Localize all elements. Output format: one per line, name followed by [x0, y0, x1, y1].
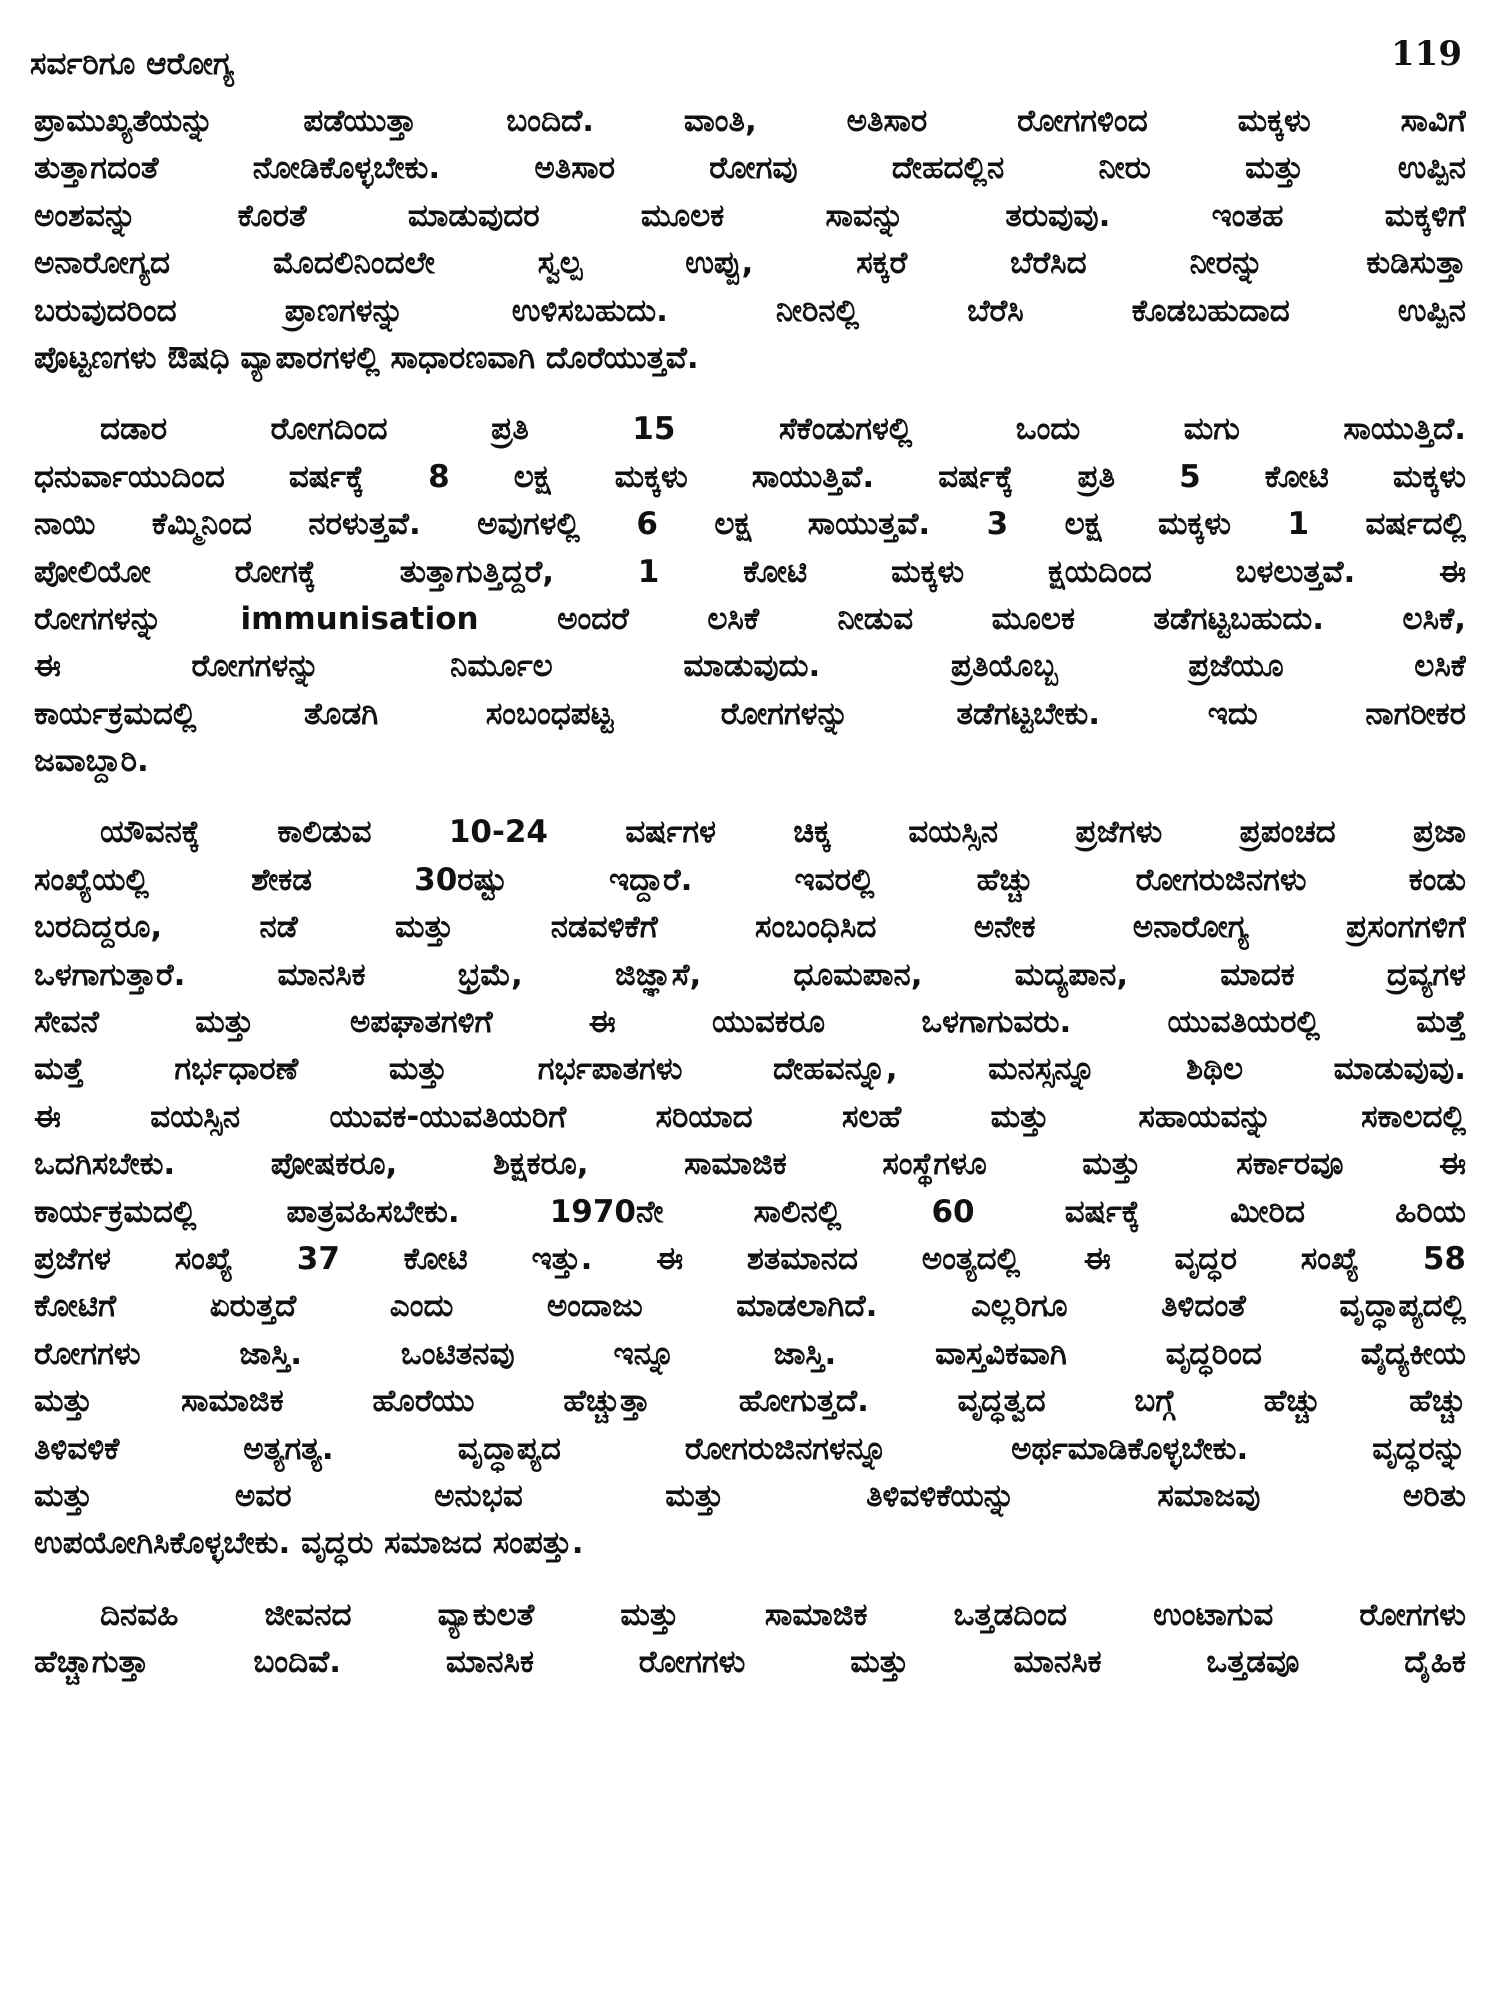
text-line: ಪ್ರಜೆಗಳ ಸಂಖ್ಯೆ 37 ಕೋಟಿ ಇತ್ತು. ಈ ಶತಮಾನದ ಅಂತ್ಯದಲ್ಲಿ ಈ ವೃದ್ಧರ ಸಂಖ್ಯೆ 58 [34, 1240, 1466, 1277]
text-line: ಪೊಟ್ಟಣಗಳು ಔಷಧಿ ವ್ಯಾಪಾರಗಳಲ್ಲಿ ಸಾಧಾರಣವಾಗಿ ದೊರೆಯುತ್ತವೆ. [34, 339, 699, 376]
page-number: 119 [1391, 34, 1462, 74]
text-line: ಹೆಚ್ಚಾಗುತ್ತಾ ಬಂದಿವೆ. ಮಾನಸಿಕ ರೋಗಗಳು ಮತ್ತು ಮಾನಸಿಕ ಒತ್ತಡವೂ ದೈಹಿಕ [34, 1644, 1466, 1681]
text-line: ತಿಳಿವಳಿಕೆ ಅತ್ಯಗತ್ಯ. ವೃದ್ಧಾಪ್ಯದ ರೋಗರುಜಿನಗಳನ್ನೂ ಅರ್ಥಮಾಡಿಕೊಳ್ಳಬೇಕು. ವೃದ್ಧರನ್ನು [34, 1430, 1466, 1467]
text-line: ಬರುವುದರಿಂದ ಪ್ರಾಣಗಳನ್ನು ಉಳಿಸಬಹುದು. ನೀರಿನಲ್ಲಿ ಬೆರೆಸಿ ಕೊಡಬಹುದಾದ ಉಪ್ಪಿನ [34, 292, 1466, 329]
text-line: ತುತ್ತಾಗದಂತೆ ನೋಡಿಕೊಳ್ಳಬೇಕು. ಅತಿಸಾರ ರೋಗವು ದೇಹದಲ್ಲಿನ ನೀರು ಮತ್ತು ಉಪ್ಪಿನ [34, 150, 1466, 187]
text-line: ಕಾರ್ಯಕ್ರಮದಲ್ಲಿ ತೊಡಗಿ ಸಂಬಂಧಪಟ್ಟ ರೋಗಗಳನ್ನು ತಡೆಗಟ್ಟಬೇಕು. ಇದು ನಾಗರೀಕರ [34, 695, 1466, 732]
paragraph-2 [34, 406, 1466, 785]
text-line: ಸಂಖ್ಯೆಯಲ್ಲಿ ಶೇಕಡ 30ರಷ್ಟು ಇದ್ದಾರೆ. ಇವರಲ್ಲಿ ಹೆಚ್ಚು ರೋಗರುಜಿನಗಳು ಕಂಡು [34, 861, 1466, 898]
text-line: ಮತ್ತು ಸಾಮಾಜಿಕ ಹೊರೆಯು ಹೆಚ್ಚುತ್ತಾ ಹೋಗುತ್ತದೆ. ವೃದ್ಧತ್ವದ ಬಗ್ಗೆ ಹೆಚ್ಚು ಹೆಚ್ಚು [34, 1383, 1466, 1420]
text-line: ಮತ್ತೆ ಗರ್ಭಧಾರಣೆ ಮತ್ತು ಗರ್ಭಪಾತಗಳು ದೇಹವನ್ನೂ, ಮನಸ್ಸನ್ನೂ ಶಿಥಿಲ ಮಾಡುವುವು. [34, 1051, 1466, 1088]
text-line: ದಡಾರ ರೋಗದಿಂದ ಪ್ರತಿ 15 ಸೆಕೆಂಡುಗಳಲ್ಲಿ ಒಂದು ಮಗು ಸಾಯುತ್ತಿದೆ. [100, 411, 1466, 448]
text-line: ನಾಯಿ ಕೆಮ್ಮಿನಿಂದ ನರಳುತ್ತವೆ. ಅವುಗಳಲ್ಲಿ 6 ಲಕ್ಷ ಸಾಯುತ್ತವೆ. 3 ಲಕ್ಷ ಮಕ್ಕಳು 1 ವರ್ಷದಲ್ಲಿ [34, 506, 1466, 543]
text-line: ಅನಾರೋಗ್ಯದ ಮೊದಲಿನಿಂದಲೇ ಸ್ವಲ್ಪ ಉಪ್ಪು, ಸಕ್ಕರೆ ಬೆರೆಸಿದ ನೀರನ್ನು ಕುಡಿಸುತ್ತಾ [34, 245, 1466, 282]
text-line: ಯೌವನಕ್ಕೆ ಕಾಲಿಡುವ 10-24 ವರ್ಷಗಳ ಚಿಕ್ಕ ವಯಸ್ಸಿನ ಪ್ರಜೆಗಳು ಪ್ರಪಂಚದ ಪ್ರಜಾ [100, 814, 1466, 851]
running-header: ಸರ್ವರಿಗೂ ಆರೋಗ್ಯ [30, 46, 234, 82]
text-line: ಧನುರ್ವಾಯುದಿಂದ ವರ್ಷಕ್ಕೆ 8 ಲಕ್ಷ ಮಕ್ಕಳು ಸಾಯುತ್ತಿವೆ. ವರ್ಷಕ್ಕೆ ಪ್ರತಿ 5 ಕೋಟಿ ಮಕ್ಕಳು [34, 458, 1466, 495]
text-line: ಜವಾಬ್ದಾರಿ. [34, 743, 149, 780]
text-line: ರೋಗಗಳು ಜಾಸ್ತಿ. ಒಂಟಿತನವು ಇನ್ನೂ ಜಾಸ್ತಿ. ವಾಸ್ತವಿಕವಾಗಿ ವೃದ್ಧರಿಂದ ವೈದ್ಯಕೀಯ [34, 1335, 1466, 1372]
text-line: ಉಪಯೋಗಿಸಿಕೊಳ್ಳಬೇಕು. ವೃದ್ಧರು ಸಮಾಜದ ಸಂಪತ್ತು. [34, 1525, 584, 1562]
text-line: ಮತ್ತು ಅವರ ಅನುಭವ ಮತ್ತು ತಿಳಿವಳಿಕೆಯನ್ನು ಸಮಾಜವು ಅರಿತು [34, 1477, 1466, 1514]
body-text [34, 98, 1466, 1687]
text-line: ಈ ರೋಗಗಳನ್ನು ನಿರ್ಮೂಲ ಮಾಡುವುದು. ಪ್ರತಿಯೊಬ್ಬ ಪ್ರಜೆಯೂ ಲಸಿಕೆ [34, 648, 1466, 685]
text-line: ಪ್ರಾಮುಖ್ಯತೆಯನ್ನು ಪಡೆಯುತ್ತಾ ಬಂದಿದೆ. ವಾಂತಿ, ಅತಿಸಾರ ರೋಗಗಳಿಂದ ಮಕ್ಕಳು ಸಾವಿಗೆ [34, 103, 1466, 139]
text-line: ಒದಗಿಸಬೇಕು. ಪೋಷಕರೂ, ಶಿಕ್ಷಕರೂ, ಸಾಮಾಜಿಕ ಸಂಸ್ಥೆಗಳೂ ಮತ್ತು ಸರ್ಕಾರವೂ ಈ [34, 1146, 1466, 1183]
text-line: ಕಾರ್ಯಕ್ರಮದಲ್ಲಿ ಪಾತ್ರವಹಿಸಬೇಕು. 1970ನೇ ಸಾಲಿನಲ್ಲಿ 60 ವರ್ಷಕ್ಕೆ ಮೀರಿದ ಹಿರಿಯ [34, 1193, 1466, 1230]
text-line: ಸೇವನೆ ಮತ್ತು ಅಪಘಾತಗಳಿಗೆ ಈ ಯುವಕರೂ ಒಳಗಾಗುವರು. ಯುವತಿಯರಲ್ಲಿ ಮತ್ತೆ [34, 1004, 1466, 1041]
text-line: ರೋಗಗಳನ್ನು immunisation ಅಂದರೆ ಲಸಿಕೆ ನೀಡುವ ಮೂಲಕ ತಡೆಗಟ್ಟಬಹುದು. ಲಸಿಕೆ, [34, 600, 1466, 637]
text-line: ಈ ವಯಸ್ಸಿನ ಯುವಕ-ಯುವತಿಯರಿಗೆ ಸರಿಯಾದ ಸಲಹೆ ಮತ್ತು ಸಹಾಯವನ್ನು ಸಕಾಲದಲ್ಲಿ [34, 1098, 1466, 1135]
text-line: ಅಂಶವನ್ನು ಕೊರತೆ ಮಾಡುವುದರ ಮೂಲಕ ಸಾವನ್ನು ತರುವುವು. ಇಂತಹ ಮಕ್ಕಳಿಗೆ [34, 197, 1466, 234]
text-line: ಕೋಟಿಗೆ ಏರುತ್ತದೆ ಎಂದು ಅಂದಾಜು ಮಾಡಲಾಗಿದೆ. ಎಲ್ಲರಿಗೂ ತಿಳಿದಂತೆ ವೃದ್ಧಾಪ್ಯದಲ್ಲಿ [34, 1288, 1466, 1325]
text-line: ಬರದಿದ್ದರೂ, ನಡೆ ಮತ್ತು ನಡವಳಿಕೆಗೆ ಸಂಬಂಧಿಸಿದ ಅನೇಕ ಅನಾರೋಗ್ಯ ಪ್ರಸಂಗಗಳಿಗೆ [34, 909, 1466, 946]
paragraph-4 [34, 1592, 1466, 1687]
text-line: ದಿನವಹಿ ಜೀವನದ ವ್ಯಾಕುಲತೆ ಮತ್ತು ಸಾಮಾಜಿಕ ಒತ್ತಡದಿಂದ ಉಂಟಾಗುವ ರೋಗಗಳು [100, 1596, 1466, 1633]
text-line: ಪೋಲಿಯೋ ರೋಗಕ್ಕೆ ತುತ್ತಾಗುತ್ತಿದ್ದರೆ, 1 ಕೋಟಿ ಮಕ್ಕಳು ಕ್ಷಯದಿಂದ ಬಳಲುತ್ತವೆ. ಈ [34, 553, 1466, 590]
paragraph-1 [34, 98, 1466, 382]
text-line: ಒಳಗಾಗುತ್ತಾರೆ. ಮಾನಸಿಕ ಭ್ರಮೆ, ಜಿಜ್ಞಾಸೆ, ಧೂಮಪಾನ, ಮದ್ಯಪಾನ, ಮಾದಕ ದ್ರವ್ಯಗಳ [34, 956, 1466, 993]
paragraph-3 [34, 809, 1466, 1567]
